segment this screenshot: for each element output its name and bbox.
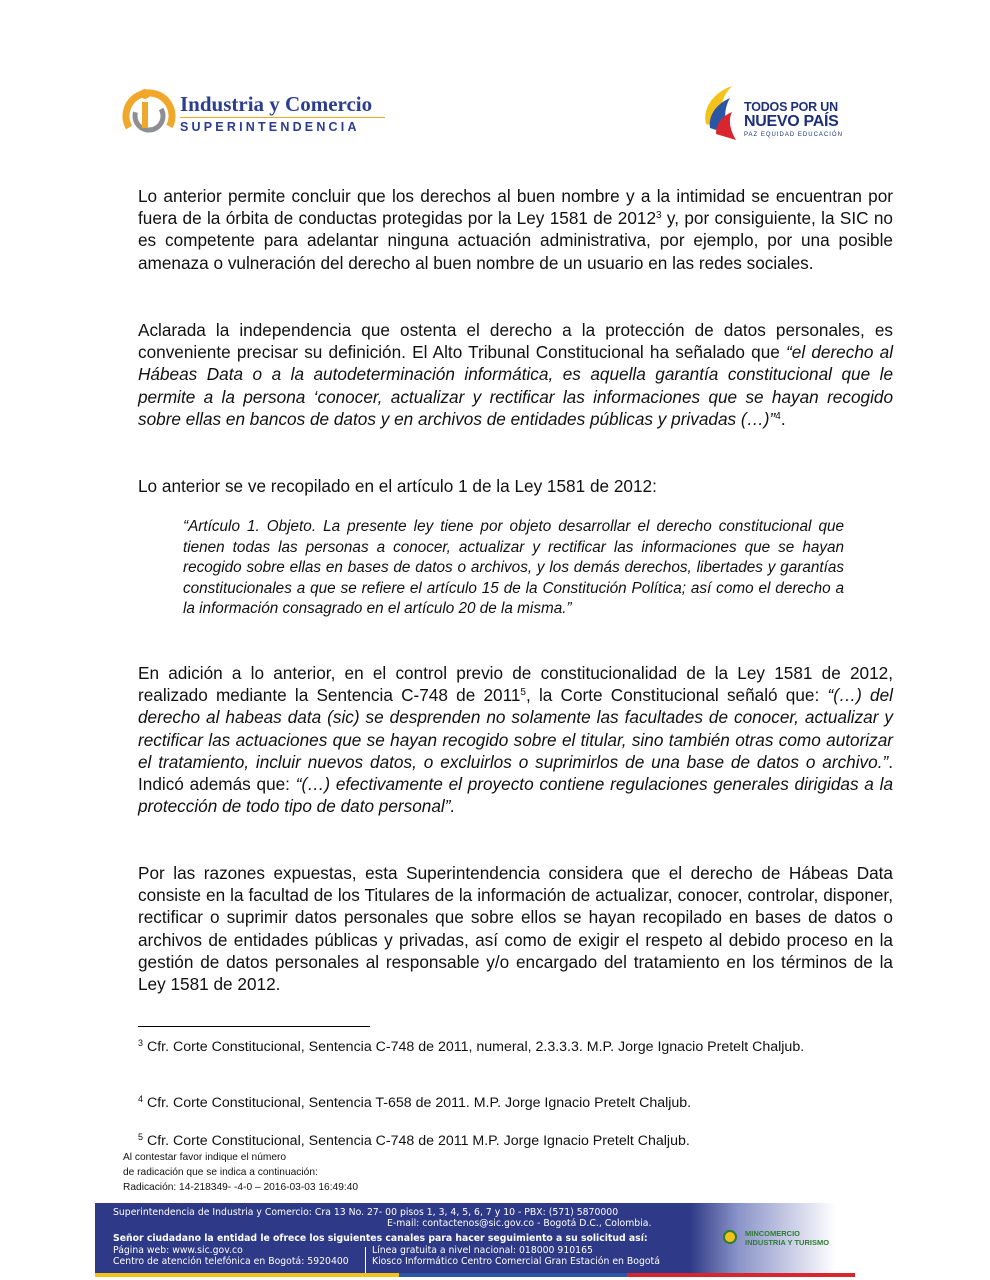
sic-logo <box>122 86 392 144</box>
footnote-3-text: Cfr. Corte Constitucional, Sentencia C-748 de 2011, numeral, 2.3.3.3. M.P. Jorge Ignacio Pretelt Chaljub. <box>143 1039 805 1055</box>
sic-logo-rule <box>180 117 385 118</box>
colombia-seal-icon <box>723 1230 737 1244</box>
paragraph-2 <box>138 319 893 430</box>
footer-address: Superintendencia de Industria y Comercio: Cra 13 No. 27- 00 pisos 1, 3, 4, 5, 6, 7 y 10 - PBX: (571) 5870000 <box>113 1207 619 1218</box>
footnote-4-text: Cfr. Corte Constitucional, Sentencia T-658 de 2011. M.P. Jorge Ignacio Pretelt Chaljub. <box>143 1095 692 1111</box>
paragraph-1-text-b: y, por consiguiente, la SIC no es competente para adelantar ninguna actuación administrativa, por ejemplo, por una posible amenaza o vulneración del derecho al buen nombre de un usuario en las redes sociales. <box>138 208 893 273</box>
footer-phone-center: Centro de atención telefónica en Bogotá: 5920400 <box>113 1256 349 1267</box>
footer-banner-flag-stripe <box>95 1273 855 1277</box>
footnote-5-text: Cfr. Corte Constitucional, Sentencia C-748 de 2011 M.P. Jorge Ignacio Pretelt Chaljub. <box>143 1133 690 1149</box>
paragraph-2-end: . <box>780 408 786 429</box>
paragraph-1 <box>138 185 893 274</box>
sic-logo-subtitle: SUPERINTENDENCIA <box>180 120 360 134</box>
paragraph-4-quote-2: “(…) efectivamente el proyecto contiene regulaciones generales dirigidas a la protección de todo tipo de dato personal”. <box>138 774 893 817</box>
footnote-5 <box>138 1132 893 1150</box>
filing-note-line2: de radicación que se indica a continuación: <box>123 1167 318 1178</box>
footer-divider <box>365 1247 366 1273</box>
paragraph-4-text-b: , la Corte Constitucional señaló que: <box>525 685 828 706</box>
mincomercio-name: MINCOMERCIO <box>745 1229 800 1238</box>
footnote-4-number: 4 <box>138 1094 144 1104</box>
footnote-ref-3: 3 <box>656 210 662 222</box>
mincomercio-subtitle: INDUSTRIA Y TURISMO <box>745 1238 830 1247</box>
footnote-3 <box>138 1038 893 1056</box>
footnote-3-number: 3 <box>138 1038 144 1048</box>
paragraph-4-text-c: . Indicó además que: <box>138 751 893 795</box>
nuevo-pais-tagline: PAZ EQUIDAD EDUCACIÓN <box>744 132 843 138</box>
article-1-blockquote: “Artículo 1. Objeto. La presente ley tiene por objeto desarrollar el derecho constitucional que tienen todas las personas a conocer, actualizar y rectificar las informaciones que se hayan recogido sobre ellas en bases de datos o archivos, y los demás derechos, libertades y garantías constitucionales a que se refiere el artículo 15 de la Constitución Política; así como el derecho a la información consagrado en el artículo 20 de la misma.” <box>183 518 844 617</box>
footnote-separator <box>138 1026 370 1027</box>
filing-note-line1: Al contestar favor indique el número <box>123 1152 287 1163</box>
footer-kiosk: Kiosco Informático Centro Comercial Gran Estación en Bogotá <box>372 1256 660 1267</box>
sic-logo-title: Industria y Comercio <box>180 92 373 116</box>
filing-number: Radicación: 14-218349- -4-0 – 2016-03-03 16:49:40 <box>123 1182 359 1193</box>
paragraph-2-quote: “el derecho al Hábeas Data o a la autodeterminación informática, es aquella garantía constitucional que le permite a la persona ‘conocer, actualizar y rectificar las informaciones que se hayan recogido sobre ellas en bancos de datos y en archivos de entidades públicas y privadas (…)” <box>138 342 894 429</box>
footer-banner <box>95 1203 955 1277</box>
footer-hotline: Línea gratuita a nivel nacional: 018000 910165 <box>372 1245 593 1256</box>
paragraph-3: Lo anterior se ve recopilado en el artículo 1 de la Ley 1581 de 2012: <box>138 476 657 496</box>
footnote-4 <box>138 1094 893 1112</box>
paragraph-5: Por las razones expuestas, esta Superintendencia considera que el derecho de Hábeas Data consiste en la facultad de los Titulares de la información de actualizar, conocer, controlar, disponer, rectificar o suprimir datos personales que sobre ellos se hayan recopilado en bases de datos o archivos de entidades públicas y privadas, así como de exigir el respeto al debido proceso en la gestión de datos personales al responsable y/o encargado del tratamiento en los términos de la Ley 1581 de 2012. <box>138 863 893 995</box>
paragraph-2-text: Aclarada la independencia que ostenta el derecho a la protección de datos personales, es conveniente precisar su definición. El Alto Tribunal Constitucional ha señalado que <box>138 320 893 363</box>
mincomercio-logo <box>723 1226 843 1250</box>
nuevo-pais-line1: TODOS POR UN <box>744 100 838 114</box>
footer-channels-heading: Señor ciudadano la entidad le ofrece los siguientes canales para hacer seguimiento a su solicitud así: <box>113 1233 648 1244</box>
footnote-ref-4: 4 <box>775 410 781 422</box>
sic-emblem-icon <box>122 86 178 144</box>
colombia-flag-swoosh-icon <box>700 84 744 146</box>
paragraph-4 <box>138 662 893 817</box>
nuevo-pais-logo <box>700 84 850 146</box>
footer-email[interactable]: E-mail: contactenos@sic.gov.co - Bogotá D.C., Colombia. <box>387 1218 652 1229</box>
paragraph-4-text-a: En adición a lo anterior, en el control previo de constitucionalidad de la Ley 1581 de 2012, realizado mediante la Sentencia C-748 de 2011 <box>138 663 893 706</box>
footnote-ref-5: 5 <box>520 687 526 699</box>
footer-website-link[interactable]: Página web: www.sic.gov.co <box>113 1245 243 1256</box>
paragraph-1-text-a: Lo anterior permite concluir que los derechos al buen nombre y a la intimidad se encuentran por fuera de la órbita de conductas protegidas por la Ley 1581 de 2012 <box>138 186 893 229</box>
paragraph-4-quote-1: “(…) del derecho al habeas data (sic) se desprenden no solamente las facultades de conocer, actualizar y rectificar las actuaciones que se hayan recogido sobre el titular, sino también otras como autorizar el tratamiento, incluir nuevos datos, o excluirlos o suprimirlos de una base de datos o archivo.” <box>138 685 893 772</box>
nuevo-pais-line2: NUEVO PAÍS <box>744 113 839 130</box>
footnote-5-number: 5 <box>138 1132 144 1142</box>
